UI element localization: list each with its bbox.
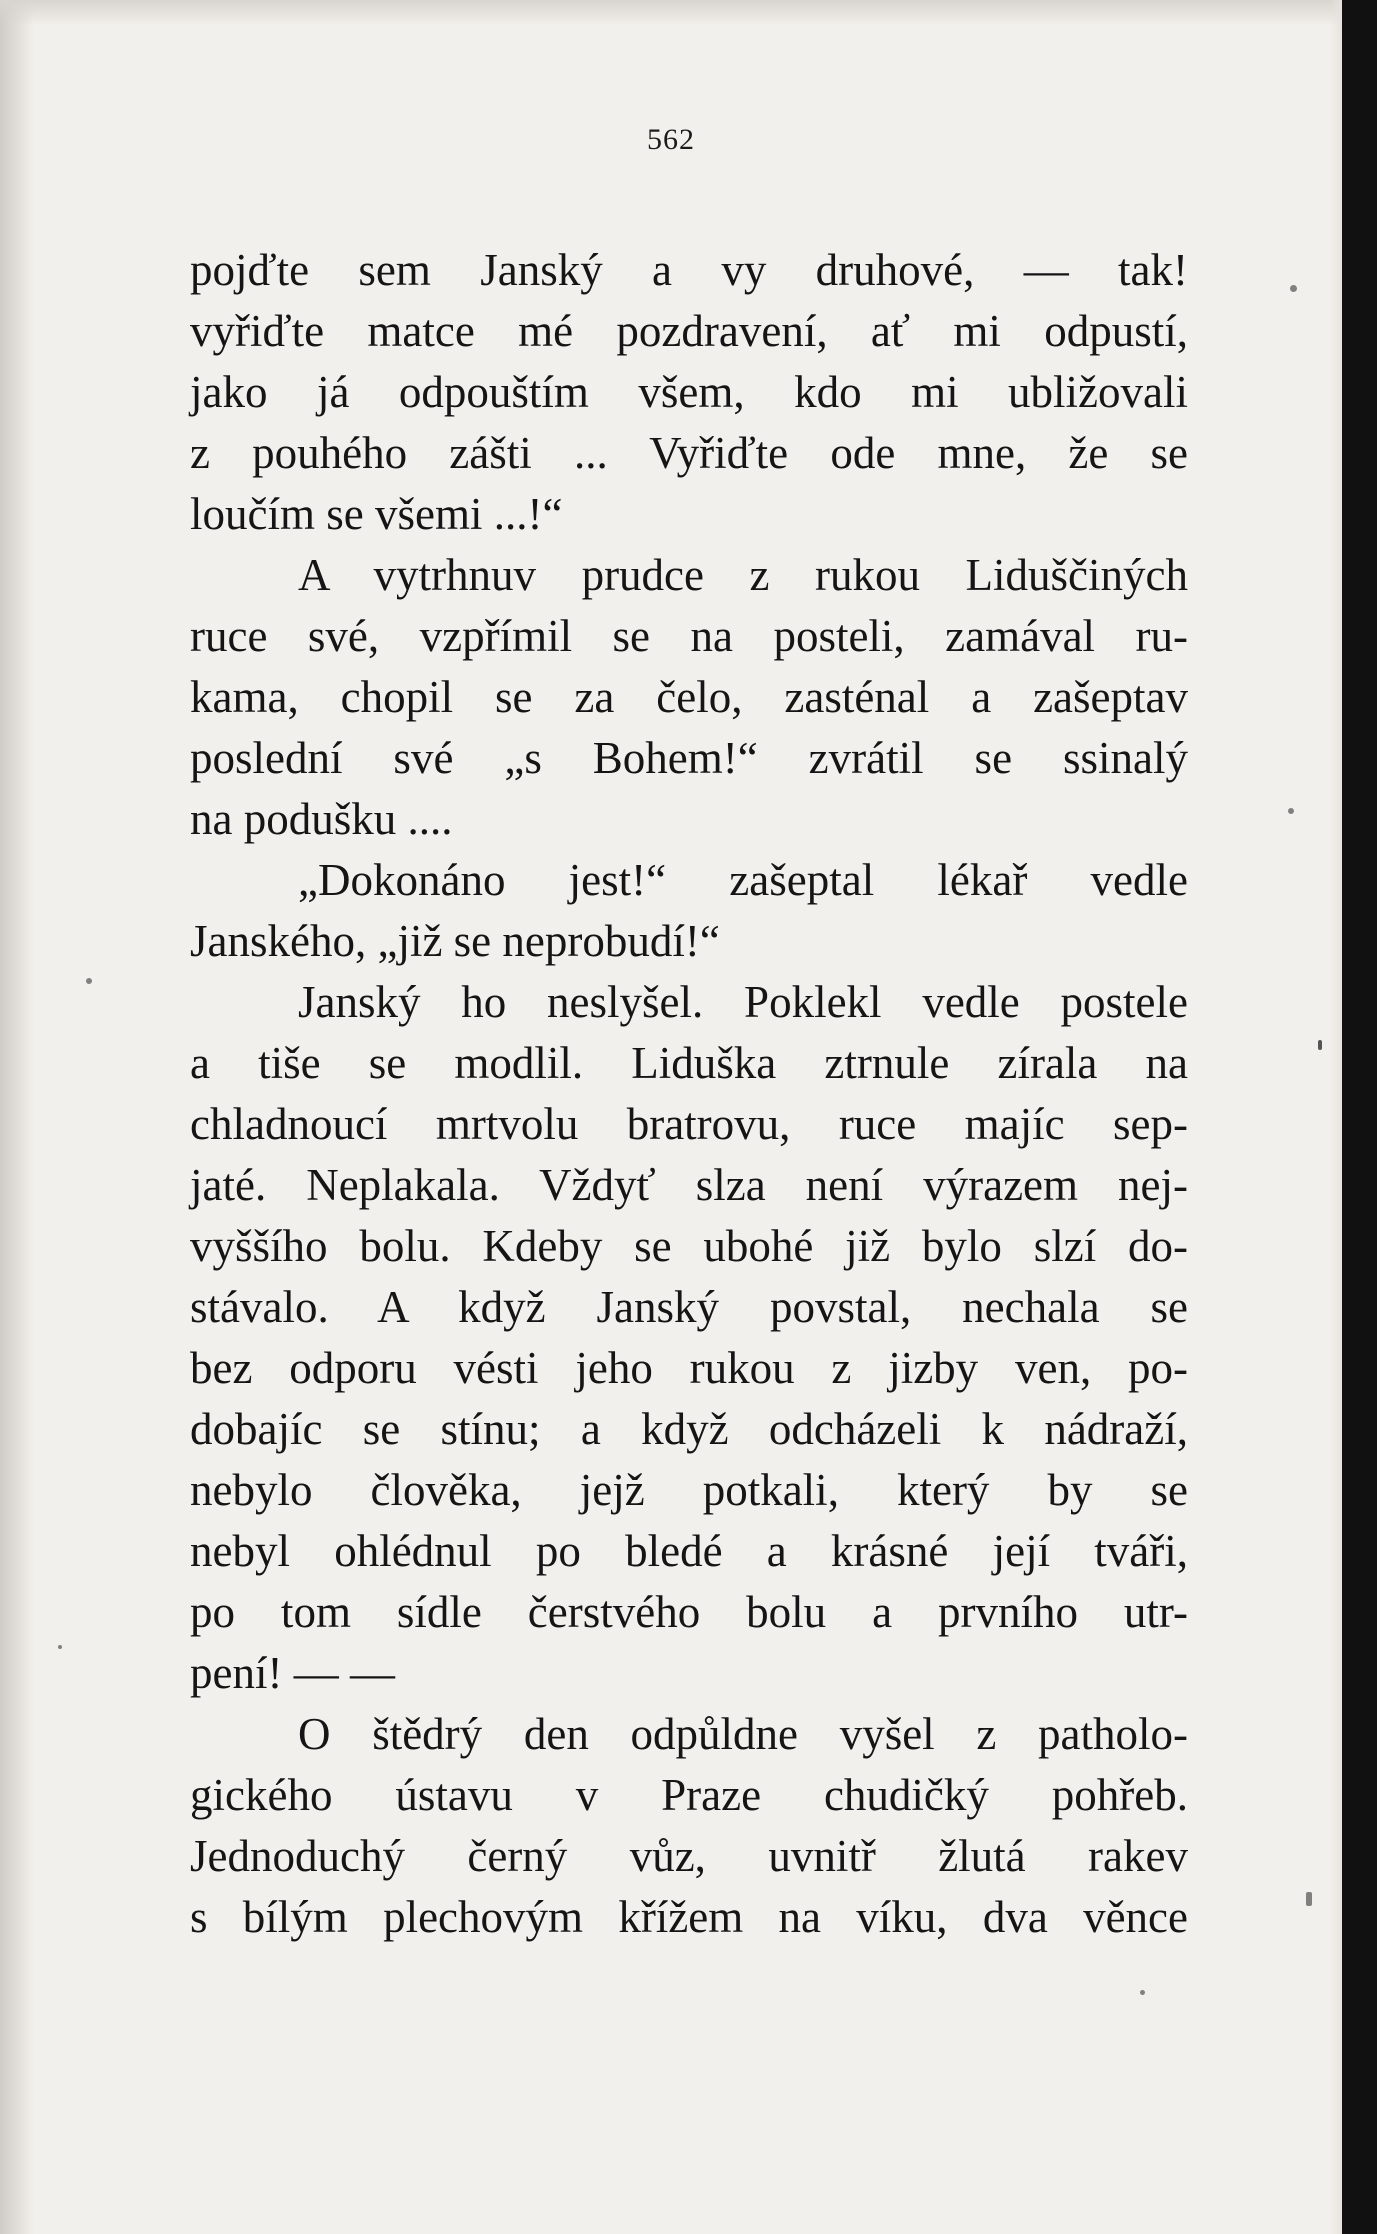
body-text	[190, 240, 1188, 1948]
text-line: nebylo člověka, jejž potkali, který by se	[190, 1465, 1188, 1515]
scan-speck	[1318, 1040, 1322, 1050]
right-edge-shade	[1330, 0, 1342, 2234]
text-line: pojďte sem Janský a vy druhové, — tak!	[190, 245, 1188, 295]
text-line: chladnoucí mrtvolu bratrovu, ruce majíc sep-	[190, 1099, 1188, 1149]
scan-speck	[58, 1645, 62, 1649]
text-line: „Dokonáno jest!“ zašeptal lékař vedle	[298, 855, 1188, 905]
text-line: bez odporu vésti jeho rukou z jizby ven, po-	[190, 1343, 1188, 1393]
text-line: vyřiďte matce mé pozdravení, ať mi odpustí,	[190, 306, 1188, 356]
text-line: a tiše se modlil. Liduška ztrnule zírala na	[190, 1038, 1188, 1088]
text-line: jaté. Neplakala. Vždyť slza není výrazem nej-	[190, 1160, 1188, 1210]
text-line: s bílým plechovým křížem na víku, dva věnce	[190, 1892, 1188, 1942]
text-line: Janský ho neslyšel. Poklekl vedle postele	[298, 977, 1188, 1027]
text-line: nebyl ohlédnul po bledé a krásné její tváři,	[190, 1526, 1188, 1576]
text-line: vyššího bolu. Kdeby se ubohé již bylo slzí do-	[190, 1221, 1188, 1271]
text-line: na podušku ....	[190, 794, 453, 844]
scan-speck	[1306, 1892, 1312, 1906]
text-line: O štědrý den odpůldne vyšel z patholo-	[298, 1709, 1188, 1759]
text-line: poslední své „s Bohem!“ zvrátil se ssinalý	[190, 733, 1188, 783]
scan-speck	[1140, 1990, 1145, 1995]
text-line: stávalo. A když Janský povstal, nechala se	[190, 1282, 1188, 1332]
text-line: loučím se všemi ...!“	[190, 489, 563, 539]
top-edge-shadow	[0, 0, 1342, 26]
text-line: z pouhého zášti ... Vyřiďte ode mne, že se	[190, 428, 1188, 478]
text-line: jako já odpouštím všem, kdo mi ubližovali	[190, 367, 1188, 417]
scan-black-border	[1342, 0, 1377, 2234]
text-line: A vytrhnuv prudce z rukou Liduščiných	[298, 550, 1188, 600]
text-line: po tom sídle čerstvého bolu a prvního utr-	[190, 1587, 1188, 1637]
text-line: kama, chopil se za čelo, zasténal a zašeptav	[190, 672, 1188, 722]
text-line: pení! — —	[190, 1648, 395, 1698]
text-line: gického ústavu v Praze chudičký pohřeb.	[190, 1770, 1188, 1820]
scan-speck	[1288, 808, 1294, 814]
text-line: dobajíc se stínu; a když odcházeli k nádraží,	[190, 1404, 1188, 1454]
scan-speck	[86, 978, 92, 984]
text-line: ruce své, vzpřímil se na posteli, zamával ru-	[190, 611, 1188, 661]
left-binding-shadow	[0, 0, 34, 2234]
page-number: 562	[647, 123, 695, 156]
text-line: Jednoduchý černý vůz, uvnitř žlutá rakev	[190, 1831, 1188, 1881]
text-line: Janského, „již se neprobudí!“	[190, 916, 720, 966]
scan-speck	[1290, 285, 1297, 292]
